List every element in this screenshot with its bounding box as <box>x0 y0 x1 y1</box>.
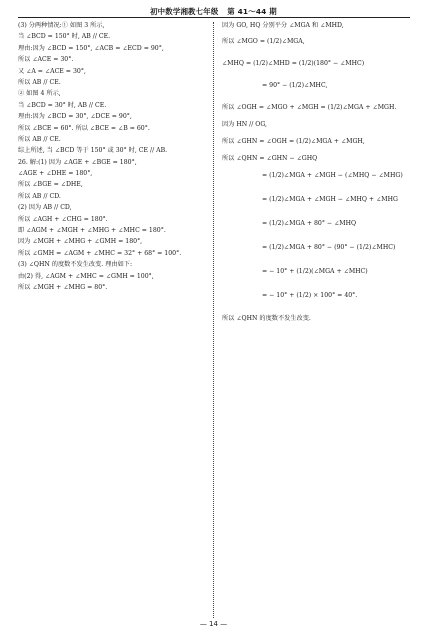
solution-left-line: 因为 ∠MGH + ∠MHG + ∠GMH = 180°, <box>18 238 143 246</box>
solution-left-line: (3) ∠QHN 的度数不发生改变. 理由如下: <box>18 261 133 269</box>
right-column <box>222 20 412 330</box>
solution-left-line: 所以 ∠GMH = ∠AGM + ∠MHC = 32° + 68° = 100°. <box>18 249 182 257</box>
solution-left-line: ∠AGE + ∠DHE = 180°, <box>18 170 93 178</box>
solution-right-line: 所以 ∠GHN = ∠OGH = (1/2)∠MGA + ∠MGH, <box>222 137 365 145</box>
header-title: 初中数学湘教七年级 <box>150 7 219 16</box>
solution-right-line: 所以 ∠OGH = ∠MGO + ∠MGH = (1/2)∠MGA + ∠MGH. <box>222 104 397 112</box>
solution-left-line: 所以 ∠MGH + ∠MHG = 80°. <box>18 283 108 291</box>
solution-left-line: 所以 AB // CD. <box>18 192 61 200</box>
solution-left-line: 所以 AB // CE. <box>18 78 61 86</box>
solution-right-line: = (1/2)∠MGA + 80° − (90° − (1/2)∠MHC) <box>262 244 396 252</box>
page-number: — 14 — <box>199 620 228 628</box>
solution-right-line: 所以 ∠QHN 的度数不发生改变. <box>222 315 311 323</box>
solution-left-line: 即 ∠AGM + ∠MGH + ∠MHG + ∠MHC = 180°. <box>18 227 166 235</box>
solution-right-line: = − 10° + (1/2)(∠MGA + ∠MHC) <box>262 268 368 276</box>
header-rule <box>18 17 410 18</box>
left-column <box>18 20 208 293</box>
solution-left-line: 当 ∠BCD = 30° 时, AB // CE. <box>18 101 107 109</box>
solution-left-line: 所以 ∠BCE = 60°. 所以 ∠BCE = ∠B = 60°. <box>18 124 150 132</box>
solution-left-line: 所以 AB // CE. <box>18 135 61 143</box>
solution-left-line: 理由:因为 ∠BCD = 30°, ∠DCE = 90°, <box>18 113 132 121</box>
solution-left-line: ② 如图 4 所示, <box>18 90 61 98</box>
solution-left-line: 综上所述, 当 ∠BCD 等于 150° 或 30° 时, CE // AB. <box>18 147 168 155</box>
solution-right-line: ∠MHQ = (1/2)∠MHD = (1/2)(180° − ∠MHC) <box>222 60 365 68</box>
solution-right-line: 因为 GO, HQ 分别平分 ∠MGA 和 ∠MHD, <box>222 22 344 29</box>
solution-left-line: 又 ∠A = ∠ACE = 30°, <box>18 67 86 75</box>
header-issue: 第 41～44 期 <box>227 7 277 16</box>
solution-right-line: 因为 HN // OG, <box>222 121 268 129</box>
column-divider <box>213 22 214 618</box>
solution-right-line: = (1/2)∠MGA + ∠MGH − ∠MHQ + ∠MHG <box>262 196 398 204</box>
solution-right-line: = 90° − (1/2)∠MHC, <box>262 82 328 90</box>
page-header <box>0 6 427 17</box>
solution-left-line: 所以 ∠AGH + ∠CHG = 180°. <box>18 215 108 223</box>
solution-left-line: 理由:因为 ∠BCD = 150°, ∠ACB = ∠ECD = 90°, <box>18 44 164 52</box>
solution-left-line: 由(2) 得, ∠AGM + ∠MHC = ∠GMH = 100°, <box>18 272 154 280</box>
solution-right-line: 所以 ∠QHN = ∠GHN − ∠GHQ <box>222 154 318 162</box>
solution-right-line: = (1/2)∠MGA + ∠MGH − (∠MHQ − ∠MHG) <box>262 172 403 180</box>
solution-left-line: (2) 因为 AB // CD, <box>18 204 72 212</box>
solution-left-line: (3) 分两种情况:① 如图 3 所示, <box>18 22 105 29</box>
solution-right-line: = (1/2)∠MGA + 80° − ∠MHQ <box>262 220 357 228</box>
solution-left-line: 所以 ∠ACE = 30°. <box>18 56 74 64</box>
solution-right-line: 所以 ∠MGO = (1/2)∠MGA, <box>222 38 305 46</box>
solution-left-line: 所以 ∠BGE = ∠DHE, <box>18 181 83 189</box>
solution-right-line: = − 10° + (1/2) × 100° = 40°. <box>262 292 358 300</box>
solution-left-line: 26. 解:(1) 因为 ∠AGE + ∠BGE = 180°, <box>18 158 137 166</box>
solution-left-line: 当 ∠BCD = 150° 时, AB // CE. <box>18 33 111 41</box>
